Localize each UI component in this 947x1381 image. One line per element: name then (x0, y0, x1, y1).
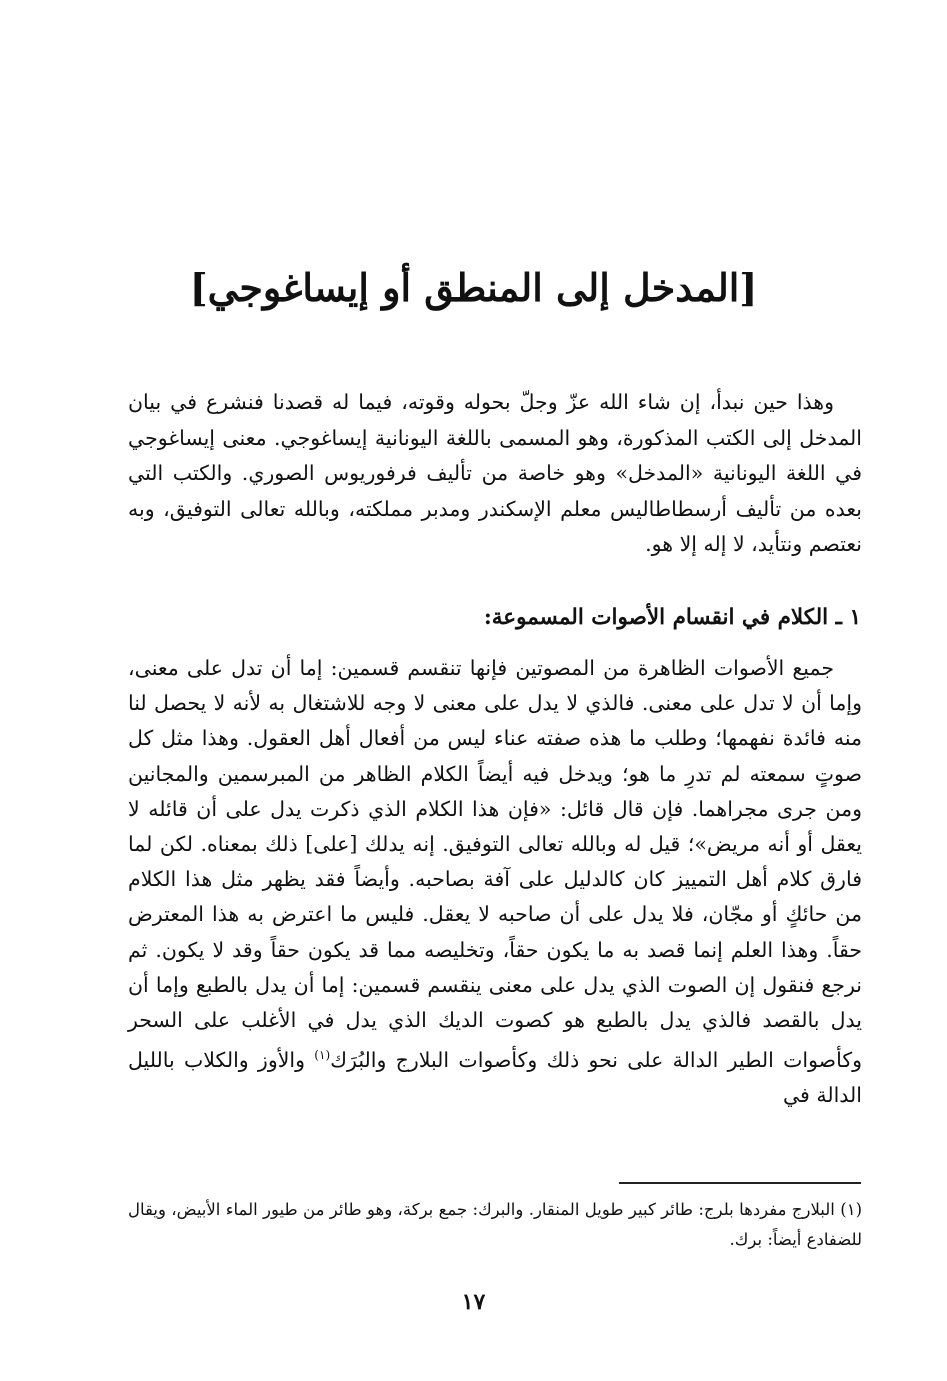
page-number: ١٧ (461, 1289, 486, 1315)
section-heading: ١ ـ الكلام في انقسام الأصوات المسموعة: (483, 605, 861, 630)
intro-section (128, 385, 862, 563)
section-paragraph (128, 651, 862, 1113)
intro-paragraph: وهذا حين نبدأ، إن شاء الله عزّ وجلّ بحوله وقوته، فيما له قصدنا فنشرع في بيان المدخل إلى الكتب المذكورة، وهو المسمى باللغة اليونانية إيساغوجي. معنى إيساغوجي في اللغة اليونانية «المدخل» وهو خاصة من تأليف فرفوريوس الصوري. والكتب التي بعده من تأليف أرسطاطاليس معلم الإسكندر ومدبر مملكته، وبالله تعالى التوفيق، وبه نعتصم ونتأيد، لا إله إلا هو. (128, 390, 862, 556)
section-paragraph-text: جميع الأصوات الظاهرة من المصوتين فإنها تنقسم قسمين: إما أن تدل على معنى، وإما أن لا تدل على معنى. فالذي لا يدل على معنى لا وجه للاشتغال به لأنه لا يحصل لنا منه فائدة نفهمها؛ وطلب ما هذه صفته عناء ليس من أفعال أهل العقول. وهذا مثل كل صوتٍ سمعته لم تدرِ ما هو؛ ويدخل فيه أيضاً الكلام الظاهر من المبرسمين والمجانين ومن جرى مجراهما. فإن قال قائل: «فإن هذا الكلام الذي ذكرت يدل على أن قائله لا يعقل أو أنه مريض»؛ قيل له وبالله تعالى التوفيق. إنه يدلك [على] ذلك بمعناه. لكن لما فارق كلام أهل التمييز كان كالدليل على آفة بصاحبه. وأيضاً فقد يظهر مثل هذا الكلام من حائكٍ أو مجّان، فلا يدل على أن صاحبه لا يعقل. فليس ما اعترض به هذا المعترض حقاً. وهذا العلم إنما قصد به ما يكون حقاً، وتخليصه مما قد يكون حقاً وقد لا يكون. ثم نرجع فنقول إن الصوت الذي يدل على معنى ينقسم قسمين: إما أن يدل بالطبع وإما أن يدل بالقصد فالذي يدل بالطبع هو كصوت الديك الذي يدل في الأغلب على السحر وكأصوات الطير الدالة على نحو ذلك وكأصوات البلارج والبُرَك (128, 656, 862, 1073)
footnote-text: (١) البلارج مفردها بلرج: طائر كبير طويل المنقار. والبرك: جمع بركة، وهو طائر من طيور الماء الأبيض، ويقال للضفادع أيضاً: برك. (128, 1200, 862, 1249)
chapter-title: [المدخل إلى المنطق أو إيساغوجي] (189, 265, 758, 310)
footnote-divider (619, 1182, 861, 1184)
section-paragraph-tail: والأوز والكلاب بالليل الدالة في (128, 1048, 862, 1108)
footnote-reference[interactable]: (١) (314, 1048, 331, 1063)
section-body (128, 651, 862, 1113)
